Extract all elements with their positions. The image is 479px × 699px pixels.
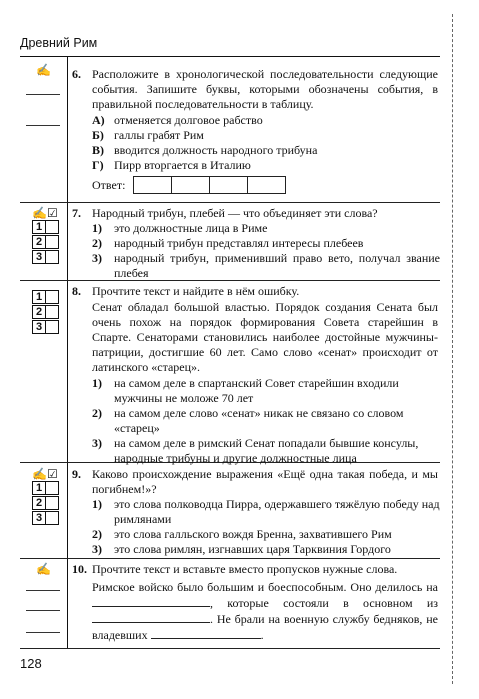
question-text: Расположите в хронологической последовательности следующие события. Запишите буквы, которыми обозначены события, в правильной последовательности в таблицу.	[92, 67, 438, 111]
option-3: 3) на самом деле в римский Сенат попадали бывшие консулы, народные трибуны и другие должностные лица	[92, 436, 419, 465]
question-text: Народный трибун, плебей — что объединяет эти слова?	[92, 206, 378, 220]
grade-box[interactable]: 2	[32, 305, 46, 319]
pencil-check-icon: ✍☑	[32, 206, 58, 220]
option-d: Г) Пирр вторгается в Италию	[92, 158, 251, 172]
grade-box[interactable]: 2	[32, 235, 46, 249]
option-2: 2) это слова галльского вождя Бренна, захватившего Рим	[92, 527, 392, 541]
grade-box[interactable]: 3	[32, 320, 46, 334]
grade-box[interactable]: 2	[32, 496, 46, 510]
grade-box[interactable]: 1	[32, 481, 46, 495]
margin-line	[26, 94, 60, 95]
option-2: 2) народный трибун представлял интересы плебеев	[92, 236, 364, 250]
margin-line	[26, 632, 60, 633]
margin-line	[26, 590, 60, 591]
grade-box[interactable]: 1	[32, 290, 46, 304]
grade-boxes[interactable]	[32, 481, 60, 526]
question-number: 10.	[72, 562, 87, 576]
answer-cell[interactable]	[134, 177, 172, 193]
answer-cell[interactable]	[248, 177, 285, 193]
pencil-check-icon: ✍☑	[32, 467, 58, 481]
grade-box[interactable]: 1	[32, 220, 46, 234]
option-b: Б) галлы грабят Рим	[92, 128, 204, 142]
passage: Римское войско было большим и боеспособным. Оно делилось на , которые состояли в основном из . Не брали на военную службу бедняков, не владевших .	[92, 580, 438, 642]
question-separator	[20, 202, 440, 203]
header-rule	[20, 56, 440, 57]
question-text: Прочтите текст и вставьте вместо пропусков нужные слова.	[92, 562, 398, 576]
margin-line	[26, 125, 60, 126]
grade-boxes[interactable]	[32, 220, 60, 265]
answer-cell[interactable]	[172, 177, 210, 193]
option-c: В) вводится должность народного трибуна	[92, 143, 318, 157]
option-1: 1) это слова полководца Пирра, одержавшего тяжёлую победу над римлянами	[92, 497, 440, 526]
question-number: 6.	[72, 67, 81, 81]
page-number: 128	[20, 656, 42, 671]
option-2: 2) на самом деле слово «сенат» никак не связано со словом «старец»	[92, 406, 404, 435]
grade-boxes[interactable]	[32, 290, 60, 335]
question-text: Каково происхождение выражения «Ещё одна такая победа, и мы погибнем!»?	[92, 467, 438, 496]
question-separator	[20, 558, 440, 559]
margin-divider	[67, 56, 68, 648]
grade-box[interactable]: 3	[32, 511, 46, 525]
passage: Сенат обладал большой властью. Порядок создания Сената был очень похож на порядок формирования Совета старейшин в Спарте. Сенаторами становились наиболее достойные мужчины-патриции, достигшие 60 лет. Само слово «сенат» происходит от латинского «старец».	[92, 300, 438, 374]
pencil-icon: ✍	[36, 63, 51, 77]
margin-line	[26, 610, 60, 611]
cut-line	[452, 14, 453, 684]
option-1: 1) это должностные лица в Риме	[92, 221, 268, 235]
option-1: 1) на самом деле в спартанский Совет старейшин входили мужчины не моложе 70 лет	[92, 376, 399, 405]
grade-box[interactable]: 3	[32, 250, 46, 264]
question-number: 8.	[72, 284, 81, 298]
page-bottom-rule	[20, 648, 440, 649]
fill-blank[interactable]	[151, 627, 261, 639]
answer-cell[interactable]	[210, 177, 248, 193]
question-number: 7.	[72, 206, 81, 220]
pencil-icon: ✍	[36, 562, 51, 576]
page-header: Древний Рим	[20, 36, 98, 50]
fill-blank[interactable]	[92, 595, 210, 607]
option-a: А) отменяется долговое рабство	[92, 113, 263, 127]
option-3: 3) народный трибун, применивший право вето, получал звание плебея	[92, 251, 440, 280]
fill-blank[interactable]	[92, 611, 210, 623]
answer-table[interactable]	[133, 176, 286, 194]
option-3: 3) это слова римлян, изгнавших царя Тарквиния Гордого	[92, 542, 391, 556]
answer-label: Ответ:	[92, 177, 126, 192]
question-number: 9.	[72, 467, 81, 481]
question-text: Прочтите текст и найдите в нём ошибку.	[92, 284, 300, 298]
